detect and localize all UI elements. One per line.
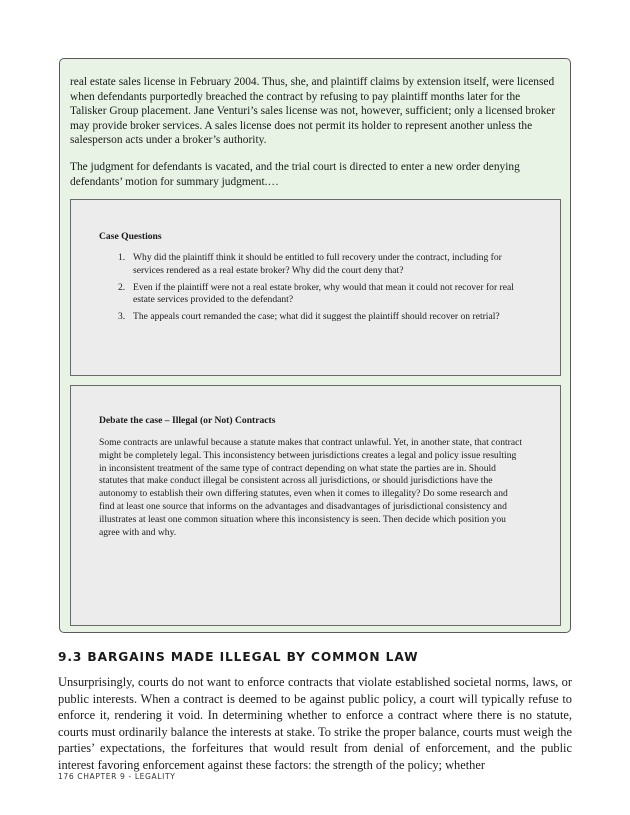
question-item [99,282,529,307]
question-number: 2. [118,281,126,293]
case-questions-box [70,199,561,376]
debate-text: Some contracts are unlawful because a statute makes that contract unlawful. Yet, in another state, that contract might be completely legal. This inconsistency between jurisdictions creates a legal and policy issue resulting in inconsistent treatment of the same type of contract depending on what state the parties are in. Should statutes that make conduct illegal be consistent across all jurisdictions, or should jurisdictions have the autonomy to establish their own differing statutes, even when it comes to illegality? Do some research and find at least one source that informs on the advantages and disadvantages of jurisdictional consistency and illustrates at least one common situation where this inconsistency is seen. Then decide which position you agree with and why. [99,437,523,538]
question-text: Why did the plaintiff think it should be entitled to full recovery under the contract, including for services rendered as a real estate broker? Why did the court deny that? [133,252,502,276]
case-questions-title: Case Questions [99,231,162,242]
case-questions-list [99,252,529,328]
case-paragraph-2: The judgment for defendants is vacated, and the trial court is directed to enter a new order denying defendants’ motion for summary judgment.… [70,161,520,188]
debate-title: Debate the case – Illegal (or Not) Contracts [99,415,276,426]
question-number: 3. [118,311,126,323]
section-heading: 9.3 BARGAINS MADE ILLEGAL BY COMMON LAW [58,650,419,664]
debate-box [70,385,561,626]
question-number: 1. [118,252,126,263]
question-text: Even if the plaintiff were not a real estate broker, why would that mean it could not recover for real estate services provided to the defendant? [133,281,514,306]
question-item [99,311,529,324]
section-body-text: Unsurprisingly, courts do not want to enforce contracts that violate established societal norms, laws, or public interests. When a contract is deemed to be against public policy, a court will typically refuse to enforce it, rendering it void. In determining whether to enforce a contract where there is no statute, courts must ordinarily balance the interests at stake. To strike the proper balance, courts must weigh the parties’ expectations, the forfeitures that would result from denial of enforcement, and the public interest favoring enforcement against these factors: the strength of the policy; whether [58,675,572,772]
question-text: The appeals court remanded the case; what did it suggest the plaintiff should recover on retrial? [133,311,500,323]
case-paragraph-1: real estate sales license in February 2004. Thus, she, and plaintiff claims by extension itself, were licensed when defendants purportedly breached the contract by refusing to pay plaintiff months later for the Talisker Group placement. Jane Venturi’s sales license was not, however, sufficient; only a licensed broker may provide broker services. A sales license does not permit its holder to represent another unless the salesperson acts under a broker’s authority. [70,76,556,146]
page-footer: 176 CHAPTER 9 - LEGALITY [58,772,176,781]
case-excerpt-box [59,58,571,633]
question-item [99,252,529,277]
